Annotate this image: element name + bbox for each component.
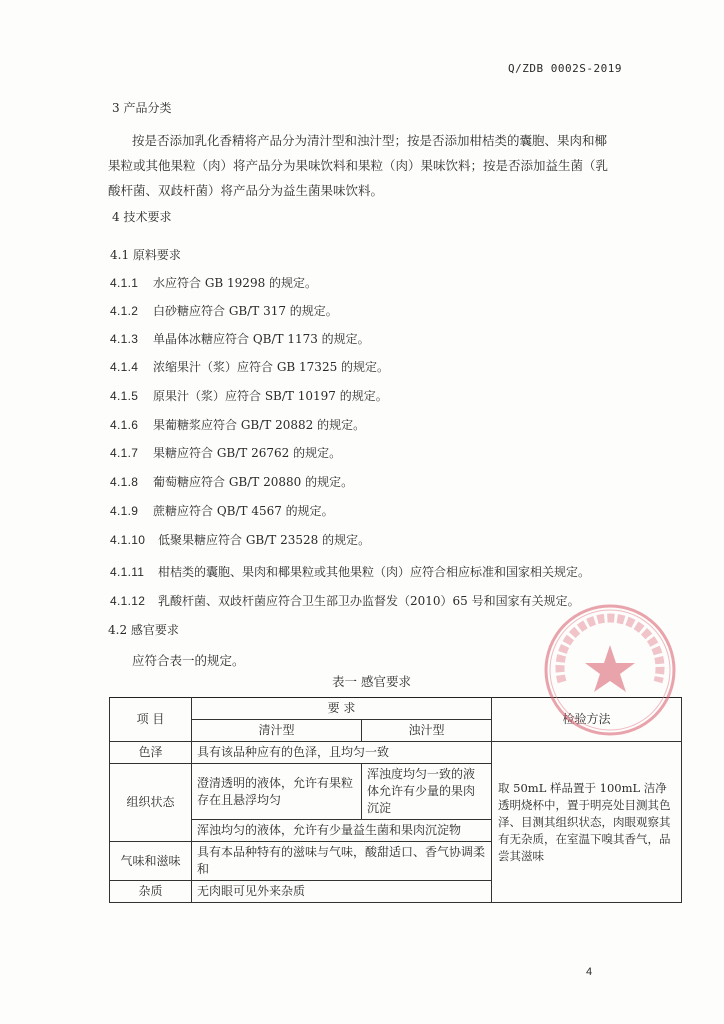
- requirement-item: [110, 531, 370, 548]
- header-item: 项 目: [110, 698, 192, 742]
- requirement-item: [110, 502, 334, 519]
- item-number: 4.1.7: [110, 446, 139, 460]
- item-text: 果葡糖浆应符合 GB/T 20882 的规定。: [153, 418, 366, 432]
- cell-state-probiotic: 浑浊均匀的液体，允许有少量益生菌和果肉沉淀物: [192, 820, 492, 842]
- header-method: 检验方法: [492, 698, 682, 742]
- item-number: 4.1.11: [110, 565, 145, 579]
- item-text: 单晶体冰糖应符合 QB/T 1173 的规定。: [153, 332, 370, 346]
- cell-color: 具有该品种应有的色泽，且均匀一致: [192, 742, 492, 764]
- header-clear-type: 清汁型: [192, 720, 362, 742]
- item-text: 乳酸杆菌、双歧杆菌应符合卫生部卫办监督发（2010）65 号和国家有关规定。: [158, 594, 580, 608]
- paragraph-line: 酸杆菌、双歧杆菌）将产品分为益生菌果味饮料。: [108, 183, 384, 198]
- section-3-paragraph: [108, 128, 618, 203]
- item-number: 4.1.10: [110, 533, 146, 547]
- company-seal-stamp: [540, 600, 680, 740]
- item-text: 水应符合 GB 19298 的规定。: [153, 276, 318, 290]
- item-number: 4.1.4: [110, 360, 139, 374]
- requirement-item: [110, 563, 590, 580]
- document-code: Q/ZDB 0002S-2019: [508, 62, 622, 75]
- item-number: 4.1.2: [110, 304, 139, 318]
- item-text: 低聚果糖应符合 GB/T 23528 的规定。: [158, 533, 371, 547]
- item-text: 蔗糖应符合 QB/T 4567 的规定。: [153, 504, 334, 518]
- item-text: 原果汁（浆）应符合 SB/T 10197 的规定。: [153, 389, 388, 403]
- item-number: 4.1.1: [110, 276, 139, 290]
- row-label-state: 组织状态: [110, 764, 192, 842]
- table-caption: 表一 感官要求: [332, 674, 411, 689]
- cell-state-clear: 澄清透明的液体，允许有果粒存在且悬浮均匀: [192, 764, 362, 820]
- section-4-1-title: 4.1 原料要求: [110, 248, 181, 262]
- paragraph-line: 按是否添加乳化香精将产品分为清汁型和浊汁型；按是否添加柑桔类的囊胞、果肉和椰: [132, 133, 608, 148]
- section-4-2-title: 4.2 感官要求: [108, 623, 179, 637]
- item-number: 4.1.5: [110, 389, 139, 403]
- section-3-title: 3 产品分类: [112, 101, 172, 115]
- requirement-item: [110, 473, 353, 490]
- requirement-item: [110, 592, 580, 609]
- header-requirement: 要 求: [192, 698, 492, 720]
- item-text: 柑桔类的囊胞、果肉和椰果粒或其他果粒（肉）应符合相应标准和国家相关规定。: [158, 565, 591, 579]
- item-number: 4.1.3: [110, 332, 139, 346]
- requirement-item: [110, 274, 317, 291]
- page-number: 4: [586, 966, 593, 978]
- requirement-item: [110, 387, 388, 404]
- item-text: 葡萄糖应符合 GB/T 20880 的规定。: [153, 475, 354, 489]
- cell-test-method: 取 50mL 样品置于 100mL 洁净透明烧杯中，置于明亮处目测其色泽、目测其组织状态，肉眼观察其有无杂质，在室温下嗅其香气，品尝其滋味: [492, 742, 682, 903]
- item-text: 浓缩果汁（浆）应符合 GB 17325 的规定。: [153, 360, 390, 374]
- requirement-item: [110, 358, 389, 375]
- item-number: 4.1.8: [110, 475, 139, 489]
- row-label-color: 色泽: [110, 742, 192, 764]
- row-label-flavor: 气味和滋味: [110, 842, 192, 881]
- row-label-impurity: 杂质: [110, 881, 192, 903]
- header-turbid-type: 浊汁型: [362, 720, 492, 742]
- item-text: 白砂糖应符合 GB/T 317 的规定。: [153, 304, 338, 318]
- paragraph-line: 果粒或其他果粒（肉）将产品分为果味饮料和果粒（肉）果味饮料；按是否添加益生菌（乳: [108, 158, 609, 173]
- requirement-item: [110, 444, 341, 461]
- cell-impurity: 无肉眼可见外来杂质: [192, 881, 492, 903]
- item-text: 果糖应符合 GB/T 26762 的规定。: [153, 446, 342, 460]
- requirement-item: [110, 302, 338, 319]
- requirement-item: [110, 330, 370, 347]
- item-number: 4.1.6: [110, 418, 139, 432]
- item-number: 4.1.9: [110, 504, 139, 518]
- item-number: 4.1.12: [110, 594, 146, 608]
- cell-state-turbid: 浑浊度均匀一致的液体允许有少量的果肉沉淀: [362, 764, 492, 820]
- section-4-title: 4 技术要求: [112, 210, 172, 224]
- requirement-item: [110, 416, 365, 433]
- section-4-2-text: 应符合表一的规定。: [132, 653, 245, 668]
- cell-flavor: 具有本品种特有的滋味与气味，酸甜适口、香气协调柔和: [192, 842, 492, 881]
